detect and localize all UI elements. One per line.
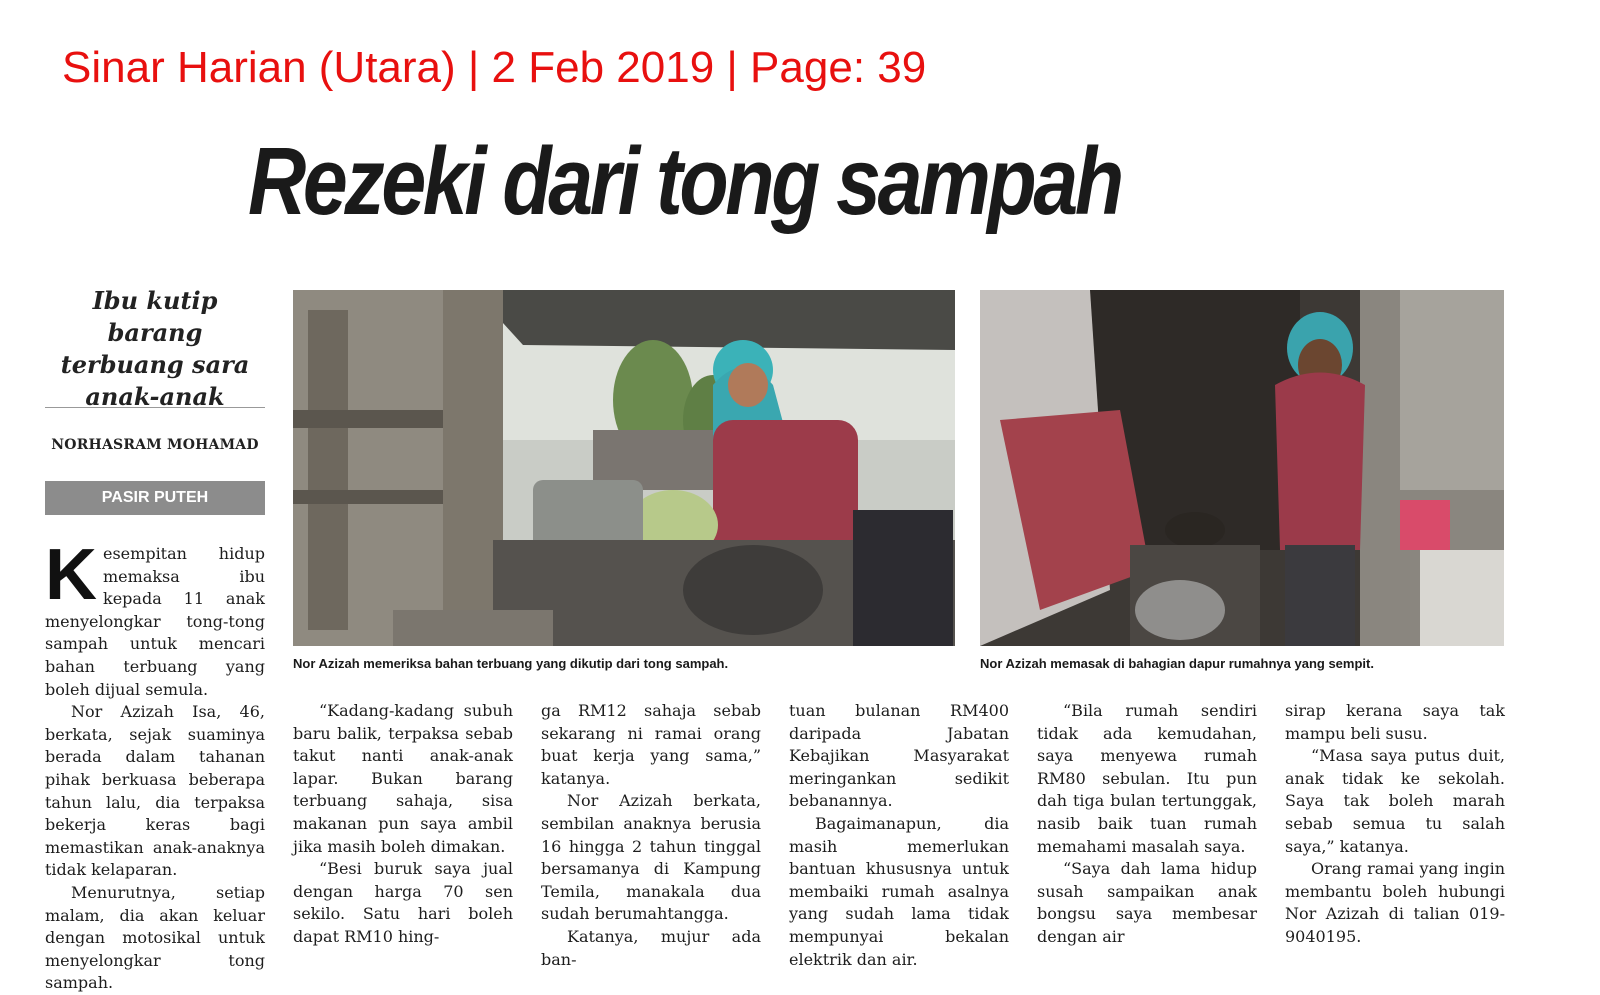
subheadline: Ibu kutip barang terbuang sara anak-anak <box>60 286 250 411</box>
photo-2 <box>980 290 1504 646</box>
photo-1-caption: Nor Azizah memeriksa bahan terbuang yang dikutip dari tong sampah. <box>293 656 729 671</box>
paragraph: Menurutnya, setiap malam, dia akan keluar dengan motosikal untuk menyelongkar tong sampah. <box>45 882 265 993</box>
paragraph: esempitan hidup memaksa ibu kepada 11 anak menyelongkar tong-tong sampah untuk mencari bahan terbuang yang boleh dijual semula. <box>45 544 265 699</box>
paragraph: “Besi buruk saya jual dengan harga 70 sen sekilo. Satu hari boleh dapat RM10 hing- <box>293 859 513 946</box>
paragraph: “Masa saya putus duit, anak tidak ke sekolah. Saya tak boleh marah sebab semua tu salah saya,” katanya. <box>1285 746 1505 856</box>
article-column-4 <box>789 700 1009 971</box>
paragraph: Katanya, mujur ada ban- <box>541 926 761 969</box>
paragraph: Orang ramai yang ingin membantu boleh hubungi Nor Azizah di talian 019-9040195. <box>1285 859 1505 946</box>
paragraph: Nor Azizah Isa, 46, berkata, sejak suaminya berada dalam tahanan pihak berkuasa beberapa tahun lalu, dia terpaksa bekerja keras bagi memastikan anak-anaknya tidak kelaparan. <box>45 702 265 880</box>
source-line: Sinar Harian (Utara) | 2 Feb 2019 | Page: 39 <box>62 43 927 92</box>
paragraph: sirap kerana saya tak mampu beli susu. <box>1285 701 1505 743</box>
headline: Rezeki dari tong sampah <box>248 128 1121 235</box>
location-tag: PASIR PUTEH <box>45 481 265 515</box>
paragraph: “Kadang-kadang subuh baru balik, terpaksa sebab takut nanti anak-anak lapar. Bukan barang terbuang sahaja, sisa makanan pun saya ambil jika masih boleh dimakan. <box>293 701 513 856</box>
article-column-5 <box>1037 700 1257 949</box>
photo-2-caption: Nor Azizah memasak di bahagian dapur rumahnya yang sempit. <box>980 656 1374 671</box>
article-column-6 <box>1285 700 1505 949</box>
article-column-2 <box>293 700 513 949</box>
paragraph: “Bila rumah sendiri tidak ada kemudahan, saya menyewa rumah RM80 sebulan. Itu pun dah tiga bulan tertunggak, nasib baik tuan rumah memahami masalah saya. <box>1037 701 1257 856</box>
paragraph: Bagaimanapun, dia masih memerlukan bantuan khususnya untuk membaiki rumah asalnya yang sudah lama tidak mempunyai bekalan elektrik dan air. <box>789 813 1009 969</box>
paragraph: Nor Azizah berkata, sembilan anaknya berusia 16 hingga 2 tahun tinggal bersamanya di Kampung Temila, manakala dua sudah berumahtangga. <box>541 791 761 924</box>
divider <box>45 407 265 408</box>
article-column-1 <box>45 535 265 995</box>
paragraph: “Saya dah lama hidup susah sampaikan anak bongsu saya membesar dengan air <box>1037 859 1257 946</box>
drop-cap: K <box>45 535 97 615</box>
byline: NORHASRAM MOHAMAD <box>51 437 259 453</box>
article-column-3 <box>541 700 761 971</box>
paragraph: ga RM12 sahaja sebab sekarang ni ramai orang buat kerja yang sama,” katanya. <box>541 701 761 788</box>
photo-1 <box>293 290 955 646</box>
paragraph: tuan bulanan RM400 daripada Jabatan Kebajikan Masyarakat meringankan sedikit bebanannya. <box>789 701 1009 811</box>
